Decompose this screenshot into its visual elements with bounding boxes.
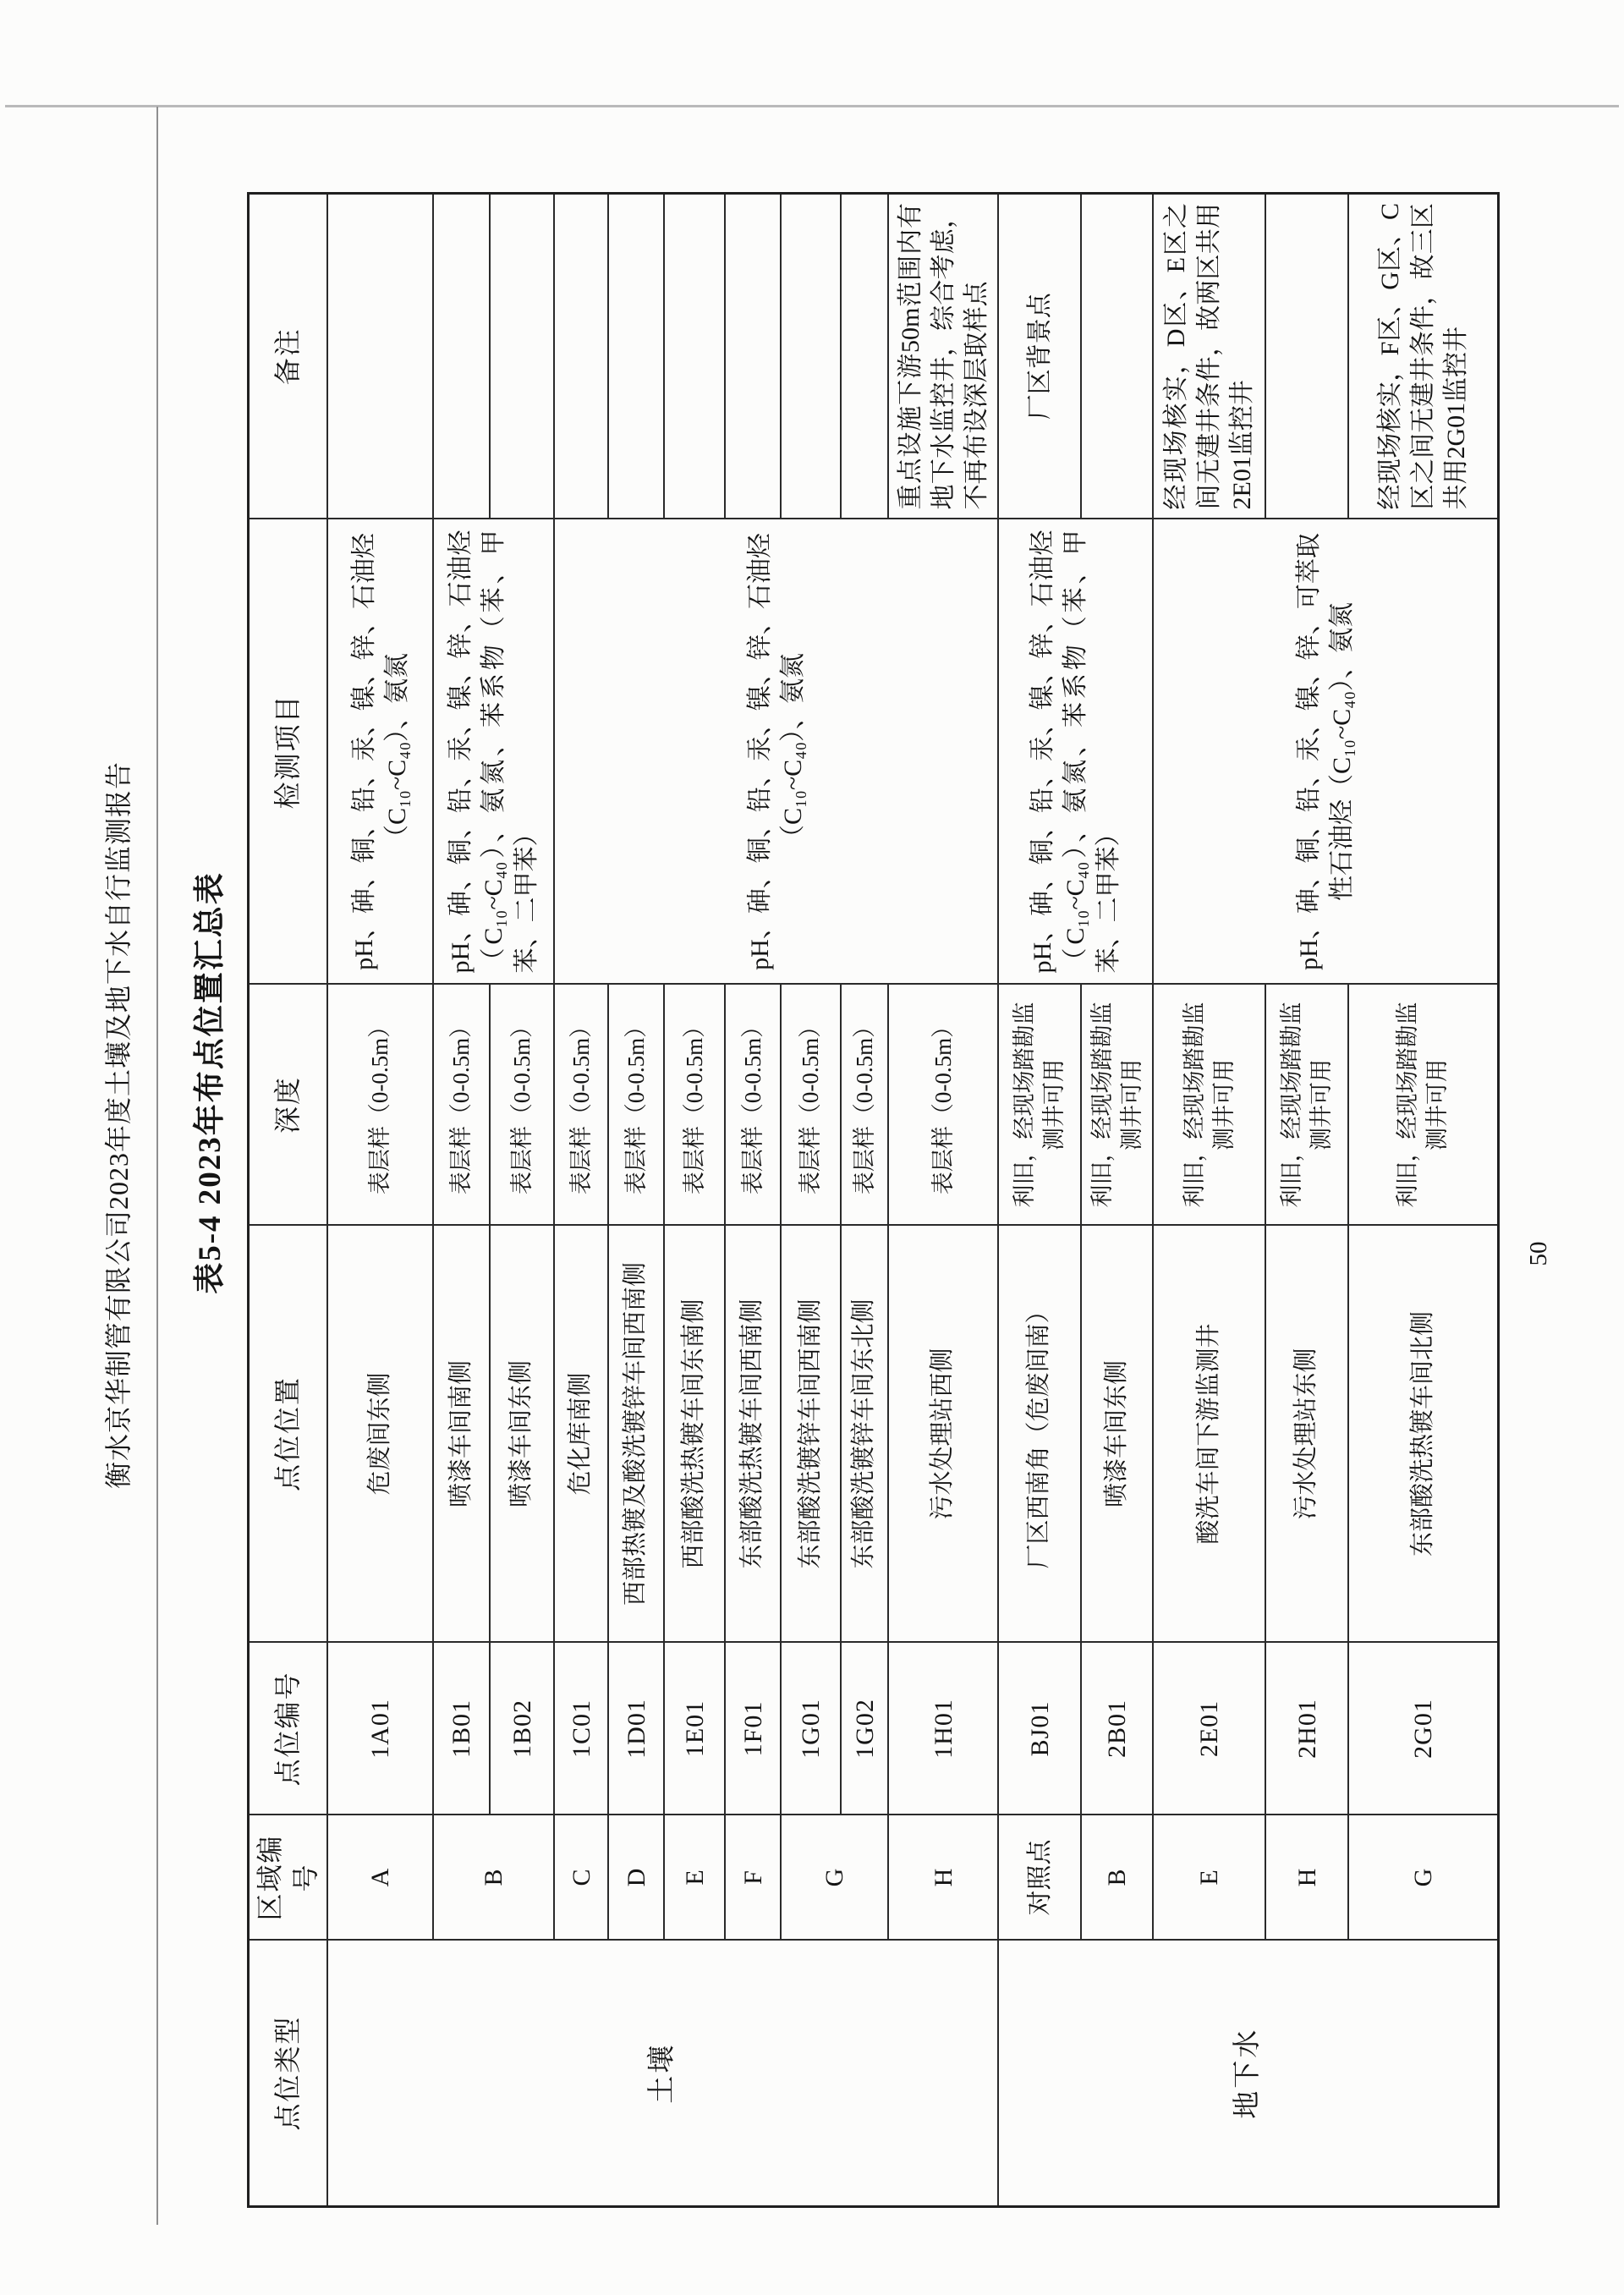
zone-cell: G	[1348, 1815, 1498, 1941]
point-id-cell: 1G02	[841, 1643, 888, 1815]
location-cell: 喷漆车间南侧	[433, 1226, 490, 1643]
row-2E01	[1153, 194, 1265, 2207]
zone-cell: A	[327, 1815, 433, 1941]
location-cell: 喷漆车间东侧	[490, 1226, 554, 1643]
depth-cell: 表层样（0-0.5m）	[841, 985, 888, 1226]
row-1E01	[664, 194, 725, 2207]
depth-cell: 表层样（0-0.5m）	[433, 985, 490, 1226]
row-1D01	[608, 194, 664, 2207]
zone-cell: E	[664, 1815, 725, 1941]
test-items-cell-c-to-h: pH、砷、铜、铅、汞、镍、锌、石油烃（C₁₀~C₄₀）、氨氮	[554, 519, 998, 985]
header-row	[249, 194, 328, 2207]
col-header-location: 点位位置	[249, 1226, 328, 1643]
rotated-table-container	[247, 195, 1473, 2208]
remark-cell-2G01: 经现场核实，F区、G区、C区之间无建井条件，故三区共用2G01监控井	[1348, 194, 1498, 519]
table-title: 表5-4 2023年布点位置汇总表	[193, 871, 228, 1294]
col-header-test-items: 检测项目	[249, 519, 328, 985]
point-id-cell: 1A01	[327, 1643, 433, 1815]
depth-cell: 表层样（0-0.5m）	[554, 985, 608, 1226]
row-1G01	[781, 194, 841, 2207]
test-items-cell-b: pH、砷、铜、铅、汞、镍、锌、石油烃（C₁₀~C₄₀）、氨氮、苯系物（苯、甲苯、二甲苯）	[433, 519, 554, 985]
page-number: 50	[1524, 1241, 1552, 1266]
row-1B01	[433, 194, 490, 2207]
depth-cell: 利旧，经现场踏勘监测井可用	[1081, 985, 1153, 1226]
remark-cell	[781, 194, 841, 519]
depth-cell: 表层样（0-0.5m）	[725, 985, 781, 1226]
col-header-zone-id: 区域编号	[249, 1815, 328, 1941]
location-cell: 喷漆车间东侧	[1081, 1226, 1153, 1643]
zone-cell: B	[1081, 1815, 1153, 1941]
row-2H01	[1265, 194, 1348, 2207]
type-soil-cell: 土壤	[327, 1941, 998, 2207]
row-1H01	[888, 194, 998, 2207]
location-cell: 危化库南侧	[554, 1226, 608, 1643]
remark-cell	[327, 194, 433, 519]
row-1C01	[554, 194, 608, 2207]
remark-cell-2E01: 经现场核实，D区、E区之间无建井条件，故两区共用2E01监控井	[1153, 194, 1265, 519]
col-header-depth: 深度	[249, 985, 328, 1226]
test-items-cell-a: pH、砷、铜、铅、汞、镍、锌、石油烃（C₁₀~C₄₀）、氨氮	[327, 519, 433, 985]
zone-cell: H	[888, 1815, 998, 1941]
location-cell: 东部酸洗镀锌车间西南侧	[781, 1226, 841, 1643]
location-cell: 厂区西南角（危废间南）	[998, 1226, 1081, 1643]
location-cell: 酸洗车间下游监测井	[1153, 1226, 1265, 1643]
location-cell: 东部酸洗热镀车间西南侧	[725, 1226, 781, 1643]
remark-cell	[554, 194, 608, 519]
point-id-cell: 2B01	[1081, 1643, 1153, 1815]
remark-cell	[1265, 194, 1348, 519]
location-cell: 污水处理站东侧	[1265, 1226, 1348, 1643]
remark-cell	[608, 194, 664, 519]
remark-cell-BJ01: 厂区背景点	[998, 194, 1081, 519]
point-id-cell: 1B02	[490, 1643, 554, 1815]
location-cell: 污水处理站西侧	[888, 1226, 998, 1643]
zone-cell: E	[1153, 1815, 1265, 1941]
depth-cell: 利旧，经现场踏勘监测井可用	[998, 985, 1081, 1226]
doc-header-vertical-text: 衡水京华制管有限公司2023年度土壤及地下水自行监测报告	[103, 760, 134, 1489]
point-id-cell: 1H01	[888, 1643, 998, 1815]
row-1A01	[327, 194, 433, 2207]
col-header-remark: 备注	[249, 194, 328, 519]
doc-header-underline	[156, 107, 158, 2225]
remark-cell	[725, 194, 781, 519]
remark-cell	[433, 194, 490, 519]
depth-cell: 表层样（0-0.5m）	[888, 985, 998, 1226]
top-scan-rule	[5, 105, 1619, 107]
point-id-cell: BJ01	[998, 1643, 1081, 1815]
row-BJ01	[998, 194, 1081, 2207]
zone-cell: F	[725, 1815, 781, 1941]
point-id-cell: 1G01	[781, 1643, 841, 1815]
zone-cell: D	[608, 1815, 664, 1941]
depth-cell: 利旧，经现场踏勘监测井可用	[1265, 985, 1348, 1226]
location-cell: 西部热镀及酸洗镀锌车间西南侧	[608, 1226, 664, 1643]
location-cell: 东部酸洗热镀车间北侧	[1348, 1226, 1498, 1643]
point-id-cell: 2E01	[1153, 1643, 1265, 1815]
zone-cell: B	[433, 1815, 554, 1941]
depth-cell: 表层样（0-0.5m）	[490, 985, 554, 1226]
location-cell: 危废间东侧	[327, 1226, 433, 1643]
zone-cell: G	[781, 1815, 888, 1941]
depth-cell: 表层样（0-0.5m）	[664, 985, 725, 1226]
point-id-cell: 2H01	[1265, 1643, 1348, 1815]
depth-cell: 表层样（0-0.5m）	[327, 985, 433, 1226]
zone-cell: H	[1265, 1815, 1348, 1941]
location-cell: 西部酸洗热镀车间东南侧	[664, 1226, 725, 1643]
remark-cell	[1081, 194, 1153, 519]
depth-cell: 表层样（0-0.5m）	[608, 985, 664, 1226]
location-cell: 东部酸洗镀锌车间东北侧	[841, 1226, 888, 1643]
point-id-cell: 1D01	[608, 1643, 664, 1815]
point-id-cell: 1E01	[664, 1643, 725, 1815]
test-items-cell-bj01-2b01: pH、砷、铜、铅、汞、镍、锌、石油烃（C₁₀~C₄₀）、氨氮、苯系物（苯、甲苯、二甲苯）	[998, 519, 1153, 985]
col-header-point-id: 点位编号	[249, 1643, 328, 1815]
test-items-cell-2e01-2g01: pH、砷、铜、铅、汞、镍、锌、可萃取性石油烃（C₁₀~C₄₀）、氨氮	[1153, 519, 1498, 985]
zone-cell: C	[554, 1815, 608, 1941]
row-2G01	[1348, 194, 1498, 2207]
row-1F01	[725, 194, 781, 2207]
type-groundwater-cell: 地下水	[998, 1941, 1498, 2207]
remark-cell-1H01: 重点设施下游50m范围内有地下水监控井，综合考虑，不再布设深层取样点	[888, 194, 998, 519]
monitoring-point-summary-table	[247, 192, 1500, 2208]
depth-cell: 利旧，经现场踏勘监测井可用	[1348, 985, 1498, 1226]
point-id-cell: 1C01	[554, 1643, 608, 1815]
zone-cell-control-point: 对照点	[998, 1815, 1081, 1941]
row-2B01	[1081, 194, 1153, 2207]
remark-cell	[841, 194, 888, 519]
depth-cell: 利旧，经现场踏勘监测井可用	[1153, 985, 1265, 1226]
depth-cell: 表层样（0-0.5m）	[781, 985, 841, 1226]
remark-cell	[664, 194, 725, 519]
point-id-cell: 1B01	[433, 1643, 490, 1815]
col-header-point-type: 点位类型	[249, 1941, 328, 2207]
remark-cell	[490, 194, 554, 519]
point-id-cell: 1F01	[725, 1643, 781, 1815]
point-id-cell: 2G01	[1348, 1643, 1498, 1815]
